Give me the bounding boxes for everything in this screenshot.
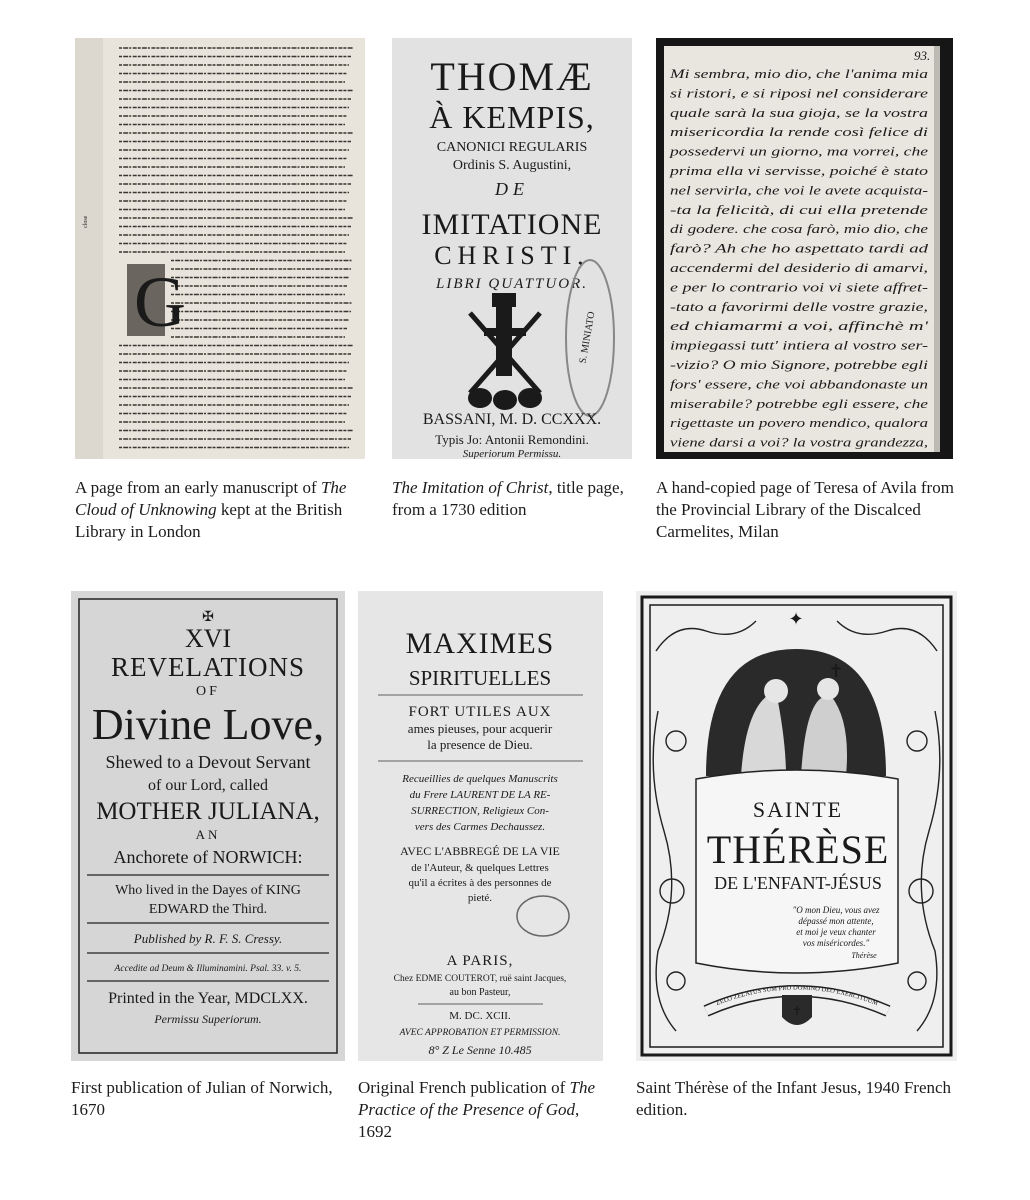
title-line: THÉRÈSE <box>706 827 890 872</box>
title-line: AVEC APPROBATION ET PERMISSION. <box>399 1028 561 1038</box>
title-line: SURRECTION, Religieux Con- <box>411 805 549 817</box>
title-line: DE L'ENFANT-JÉSUS <box>714 873 882 893</box>
caption-manuscript <box>75 477 367 543</box>
quote-line: "O mon Dieu, vous avez <box>792 905 880 915</box>
caption-teresa <box>656 477 956 543</box>
title-line: Published by R. F. S. Cressy. <box>133 931 283 946</box>
caption-text: A page from an early manuscript of <box>75 478 321 497</box>
handwritten-line: prima ella vi servisse, poiché è stato <box>668 164 928 178</box>
title-line: Anchorete of NORWICH: <box>113 847 303 867</box>
handwritten-line: misericordia la rende così felice di <box>670 125 929 140</box>
quote-signature: Thérèse <box>851 951 877 960</box>
title-line: AVEC L'ABBREGÉ DE LA VIE <box>400 844 560 858</box>
julian-title-page-drawing <box>71 591 345 1061</box>
handwritten-line: impiegassi tutt' intiera al vostro ser- <box>670 338 928 353</box>
handwritten-line: nel servirla, che voi le avete acquista- <box>670 183 928 198</box>
handwritten-line: si ristori, e si riposi nel considerare <box>670 86 929 101</box>
therese-cover-drawing <box>636 591 957 1061</box>
handwritten-line: Mi sembra, mio dio, che l'anima mia <box>668 67 928 81</box>
quote-line: dépassé mon attente, <box>798 916 874 926</box>
title-line: MAXIMES <box>405 627 555 660</box>
stamp-text: S. MINIATO <box>577 310 598 365</box>
title-line: qu'il a écrites à des personnes de <box>408 877 552 889</box>
title-line: pieté. <box>467 892 493 904</box>
maximes-title-page-drawing <box>358 591 603 1061</box>
title-line: DE <box>495 179 529 199</box>
caption-text: , title page, from a 1730 edition <box>392 478 624 519</box>
svg-text:✝: ✝ <box>828 661 844 681</box>
caption-text: First publication of Julian of Norwich, 1670 <box>71 1078 333 1119</box>
page-number: 93. <box>914 48 931 63</box>
title-line: REVELATIONS <box>111 652 305 682</box>
carmelite-shield <box>782 995 812 1025</box>
handwritten-line: di godere. che cosa farò, mio dio, che <box>670 222 929 237</box>
manuscript-image <box>75 38 365 459</box>
handwritten-line: farò? Ah che ho aspettato tardi ad <box>670 241 930 256</box>
title-line: Who lived in the Dayes of KING <box>115 883 301 898</box>
handwritten-line: fors' essere, che voi abbandonaste un <box>670 377 928 392</box>
handwritten-line: rigettaste un povero mendico, qualora <box>670 416 928 431</box>
motto-text: ZELO ZELATUS SUM PRO DOMINO DEO EXERCITUUM <box>715 984 879 1008</box>
sainte-therese-cover <box>636 591 957 1061</box>
caption-text: Original French publication of <box>358 1078 570 1097</box>
title-line: FORT UTILES AUX <box>408 704 552 720</box>
shelfmark: 8° Z Le Senne 10.485 <box>428 1043 532 1057</box>
title-line: Recueillies de quelques Manuscrits <box>402 773 558 785</box>
caption-title: The Practice of the Presence of God <box>358 1078 596 1119</box>
caption-text: Saint Thérèse of the Infant Jesus, 1940 French edition. <box>636 1078 952 1119</box>
caption-julian <box>71 1077 347 1121</box>
caption-title: The Cloud of Unknowing <box>75 478 347 519</box>
caption-title: The Imitation of Christ <box>392 478 549 497</box>
title-line: SPIRITUELLES <box>408 666 552 690</box>
cross-ornament: ✠ <box>202 610 214 625</box>
teresa-handwritten-page <box>656 38 953 459</box>
maximes-spirituelles-title-page <box>358 591 603 1061</box>
caption-therese <box>636 1077 958 1121</box>
handwritten-line: ed chiamarmi a voi, affinchè m' <box>670 319 929 334</box>
title-line: SAINTE <box>752 797 844 822</box>
svg-text:G: G <box>134 262 186 342</box>
imprint-line: Superiorum Permissu. <box>462 448 562 459</box>
title-line: au bon Pasteur, <box>449 987 511 998</box>
caption-maximes <box>358 1077 608 1143</box>
title-line: Divine Love, <box>91 700 325 749</box>
svg-text:close: close <box>83 215 89 228</box>
title-line: la presence de Dieu. <box>427 737 533 752</box>
handwritten-line: -tato a favorirmi delle vostre grazie, <box>670 299 928 314</box>
handwritten-line: -ta la felicità, di cui ella pretende <box>670 202 929 217</box>
title-line: A PARIS, <box>446 953 514 969</box>
title-line: Chez EDME COUTEROT, ruë saint Jacques, <box>393 974 567 984</box>
title-line: EDWARD the Third. <box>148 902 268 917</box>
star-ornament: ✦ <box>788 609 804 629</box>
handwritten-line: viene darsi a voi? la vostra grandezza, <box>670 435 928 450</box>
title-line: M. DC. XCII. <box>449 1010 511 1022</box>
title-line: de l'Auteur, & quelques Lettres <box>411 862 549 874</box>
quote-line: vos miséricordes." <box>802 938 870 948</box>
svg-text:✝: ✝ <box>791 1004 803 1018</box>
caption-text: kept at the British Library in London <box>75 500 343 541</box>
caption-text: A hand-copied page of Teresa of Avila from the Provincial Library of the Discalced Carmelites, Milan <box>656 478 954 541</box>
title-line: Ordinis S. Augustini, <box>452 158 572 173</box>
title-line: IMITATIONE <box>421 208 603 241</box>
title-line: LIBRI QUATTUOR. <box>436 276 588 292</box>
quote-line: et moi je veux chanter <box>796 927 876 937</box>
handwritten-line: miserabile? potrebbe egli essere, che <box>670 396 929 411</box>
title-line: Shewed to a Devout Servant <box>105 752 311 772</box>
handwritten-line: accendermi del desiderio di amarvi, <box>670 261 928 275</box>
handwritten-line: -vizio? O mio Signore, potrebbe egli <box>670 358 929 372</box>
title-line: CHRISTI, <box>434 241 590 270</box>
imprint-line: Typis Jo: Antonii Remondini. <box>435 432 589 447</box>
title-page-drawing <box>392 38 632 459</box>
title-line: Printed in the Year, MDCLXX. <box>108 990 308 1007</box>
title-line: ames pieuses, pour acquerir <box>407 721 553 736</box>
imitation-of-christ-title-page <box>392 38 632 459</box>
title-line: THOMÆ <box>430 54 594 99</box>
title-line: Accedite ad Deum & Illuminamini. Psal. 33. v. 5. <box>114 964 302 974</box>
title-line: of our Lord, called <box>148 777 268 794</box>
title-line: AN <box>195 827 221 842</box>
handwritten-line: possedervi un giorno, ma vorrei, che <box>668 144 929 159</box>
title-line: vers des Carmes Dechaussez. <box>414 821 546 833</box>
title-line: OF <box>196 684 220 699</box>
manuscript-page-drawing <box>75 38 365 459</box>
handwritten-page-drawing <box>656 38 953 459</box>
imprint-line: BASSANI, M. D. CCXXX. <box>422 411 602 428</box>
title-line: À KEMPIS, <box>429 99 595 135</box>
title-line: CANONICI REGULARIS <box>436 140 588 155</box>
title-line: du Frere LAURENT DE LA RE- <box>409 789 551 801</box>
revelations-of-divine-love-title-page <box>71 591 345 1061</box>
title-line: MOTHER JULIANA, <box>96 798 320 825</box>
handwritten-line: e per lo contrario voi vi siete affret- <box>670 280 928 295</box>
title-line: Permissu Superiorum. <box>154 1012 262 1026</box>
caption-text: , 1692 <box>358 1100 580 1141</box>
title-line: XVI <box>184 624 232 653</box>
handwritten-line: quale sarà la sua gioja, se la vostra <box>670 105 928 120</box>
caption-imitation-of-christ <box>392 477 634 521</box>
